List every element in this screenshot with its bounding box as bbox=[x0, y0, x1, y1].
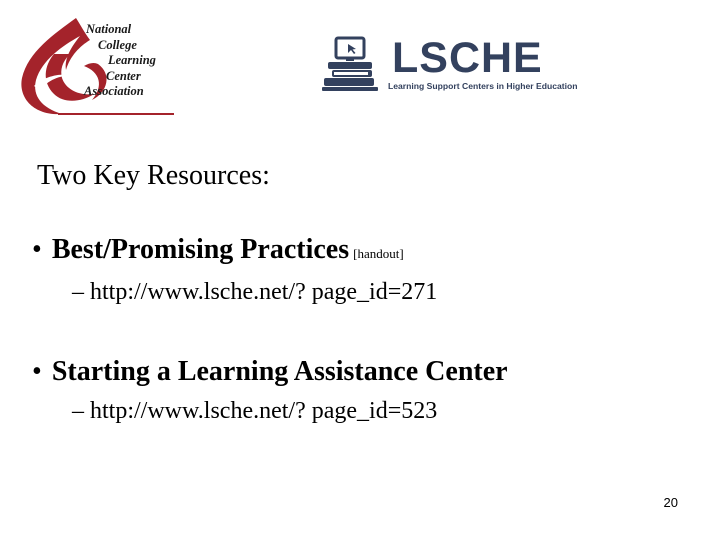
bullet-label: Best/Promising Practices bbox=[51, 234, 350, 265]
nclca-line: National bbox=[86, 22, 132, 36]
bullet-dot: • bbox=[32, 234, 42, 265]
nclca-logo bbox=[14, 16, 178, 120]
nclca-line: College bbox=[98, 37, 137, 52]
handout-note: [handout] bbox=[353, 246, 404, 261]
lsche-name: LSCHE bbox=[392, 34, 543, 82]
nclca-logo-text bbox=[78, 22, 156, 100]
nclca-line: Center bbox=[106, 68, 141, 83]
link-starting-center[interactable]: – http://www.lsche.net/? page_id=523 bbox=[72, 398, 438, 424]
lsche-logo bbox=[322, 36, 578, 96]
bullet-label: Starting a Learning Assistance Center bbox=[51, 356, 508, 387]
slide-number: 20 bbox=[663, 495, 678, 510]
book-stack-computer-icon bbox=[322, 36, 378, 92]
nclca-line: Association bbox=[84, 84, 144, 98]
nclca-line: Learning bbox=[108, 53, 156, 67]
bullet-best-practices bbox=[32, 234, 404, 266]
link-best-practices[interactable]: – http://www.lsche.net/? page_id=271 bbox=[72, 279, 438, 305]
lsche-tagline: Learning Support Centers in Higher Education bbox=[388, 81, 578, 91]
bullet-dot: • bbox=[32, 356, 42, 387]
slide-heading: Two Key Resources: bbox=[37, 160, 270, 191]
bullet-starting-center bbox=[32, 356, 508, 388]
